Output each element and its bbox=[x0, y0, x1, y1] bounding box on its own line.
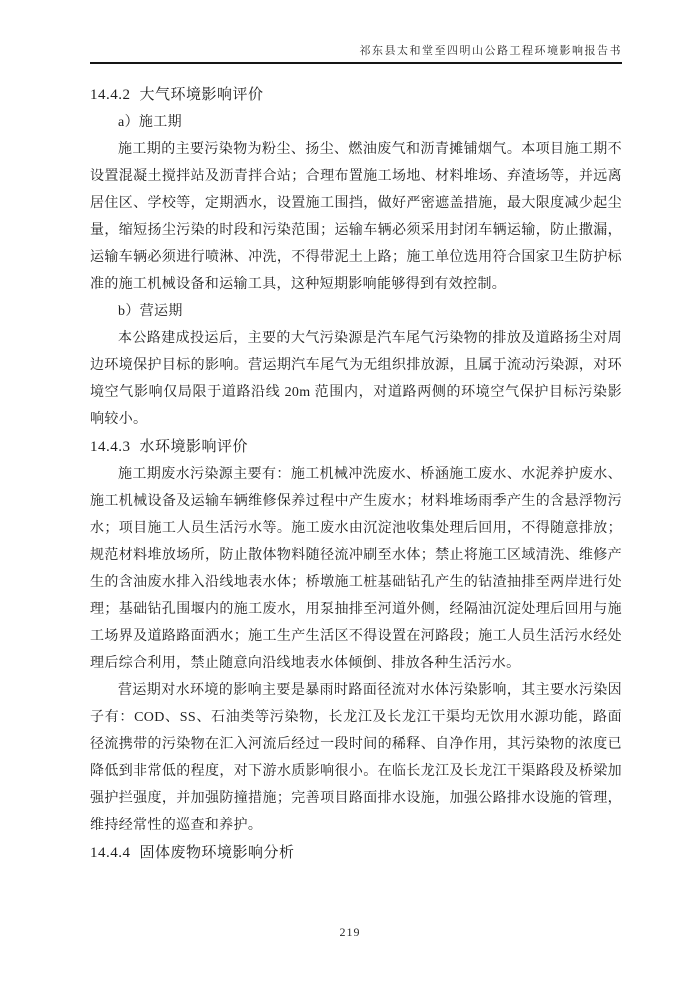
page-body bbox=[90, 64, 622, 867]
section-heading bbox=[90, 839, 622, 867]
list-item-label: b）营运期 bbox=[118, 304, 183, 319]
section-number: 14.4.3 bbox=[90, 439, 131, 455]
body-paragraph: 施工期的主要污染物为粉尘、扬尘、燃油废气和沥青摊铺烟气。本项目施工期不设置混凝土搅拌站及沥青拌合站；合理布置施工场地、材料堆场、弃渣场等，并远离居住区、学校等，定期洒水，设置施工围挡，做好严密遮盖措施，最大限度减少起尘量，缩短扬尘污染的时段和污染范围；运输车辆必须采用封闭车辆运输，防止撒漏，运输车辆必须进行喷淋、冲洗，不得带泥土上路；施工单位选用符合国家卫生防护标准的施工机械设备和运输工具，这种短期影响能够得到有效控制。 bbox=[90, 142, 622, 292]
section-number: 14.4.2 bbox=[90, 87, 131, 103]
section-heading bbox=[90, 81, 622, 109]
section-heading bbox=[90, 433, 622, 461]
section-number: 14.4.4 bbox=[90, 845, 131, 861]
body-paragraph: 营运期对水环境的影响主要是暴雨时路面径流对水体污染影响，其主要水污染因子有：COD、SS、石油类等污染物，长龙江及长龙江干渠均无饮用水源功能，路面径流携带的污染物在汇入河流后经过一段时间的稀释、自净作用，其污染物的浓度已降低到非常低的程度，对下游水质影响很小。在临长龙江及长龙江干渠路段及桥梁加强护拦强度，并加强防撞措施；完善项目路面排水设施，加强公路排水设施的管理，维持经常性的巡查和养护。 bbox=[90, 683, 622, 833]
running-header: 祁东县太和堂至四明山公路工程环境影响报告书 bbox=[90, 0, 622, 64]
body-paragraph: 本公路建成投运后，主要的大气污染源是汽车尾气污染物的排放及道路扬尘对周边环境保护目标的影响。营运期汽车尾气为无组织排放源，且属于流动污染源，对环境空气影响仅局限于道路沿线 20m 范围内，对道路两侧的环境空气保护目标污染影响较小。 bbox=[90, 331, 622, 427]
section-title: 固体废物环境影响分析 bbox=[139, 844, 295, 861]
section-title: 大气环境影响评价 bbox=[139, 86, 264, 103]
section-14.4.3 bbox=[90, 433, 622, 839]
section-title: 水环境影响评价 bbox=[139, 438, 249, 455]
section-14.4.2 bbox=[90, 81, 622, 433]
body-paragraph: 施工期废水污染源主要有：施工机械冲洗废水、桥涵施工废水、水泥养护废水、施工机械设备及运输车辆维修保养过程中产生废水；材料堆场雨季产生的含悬浮物污水；项目施工人员生活污水等。施工废水由沉淀池收集处理后回用，不得随意排放；规范材料堆放场所，防止散体物料随径流冲刷至水体；禁止将施工区域清洗、维修产生的含油废水排入沿线地表水体；桥墩施工桩基础钻孔产生的钻渣抽排至两岸进行处理；基础钻孔围堰内的施工废水，用泵抽排至河道外侧，经隔油沉淀处理后回用与施工场界及道路路面洒水；施工生产生活区不得设置在河路段；施工人员生活污水经处理后综合利用，禁止随意向沿线地表水体倾倒、排放各种生活污水。 bbox=[90, 467, 622, 671]
section-14.4.4 bbox=[90, 839, 622, 867]
page-number: 219 bbox=[339, 925, 361, 939]
list-item-label: a）施工期 bbox=[118, 115, 182, 130]
